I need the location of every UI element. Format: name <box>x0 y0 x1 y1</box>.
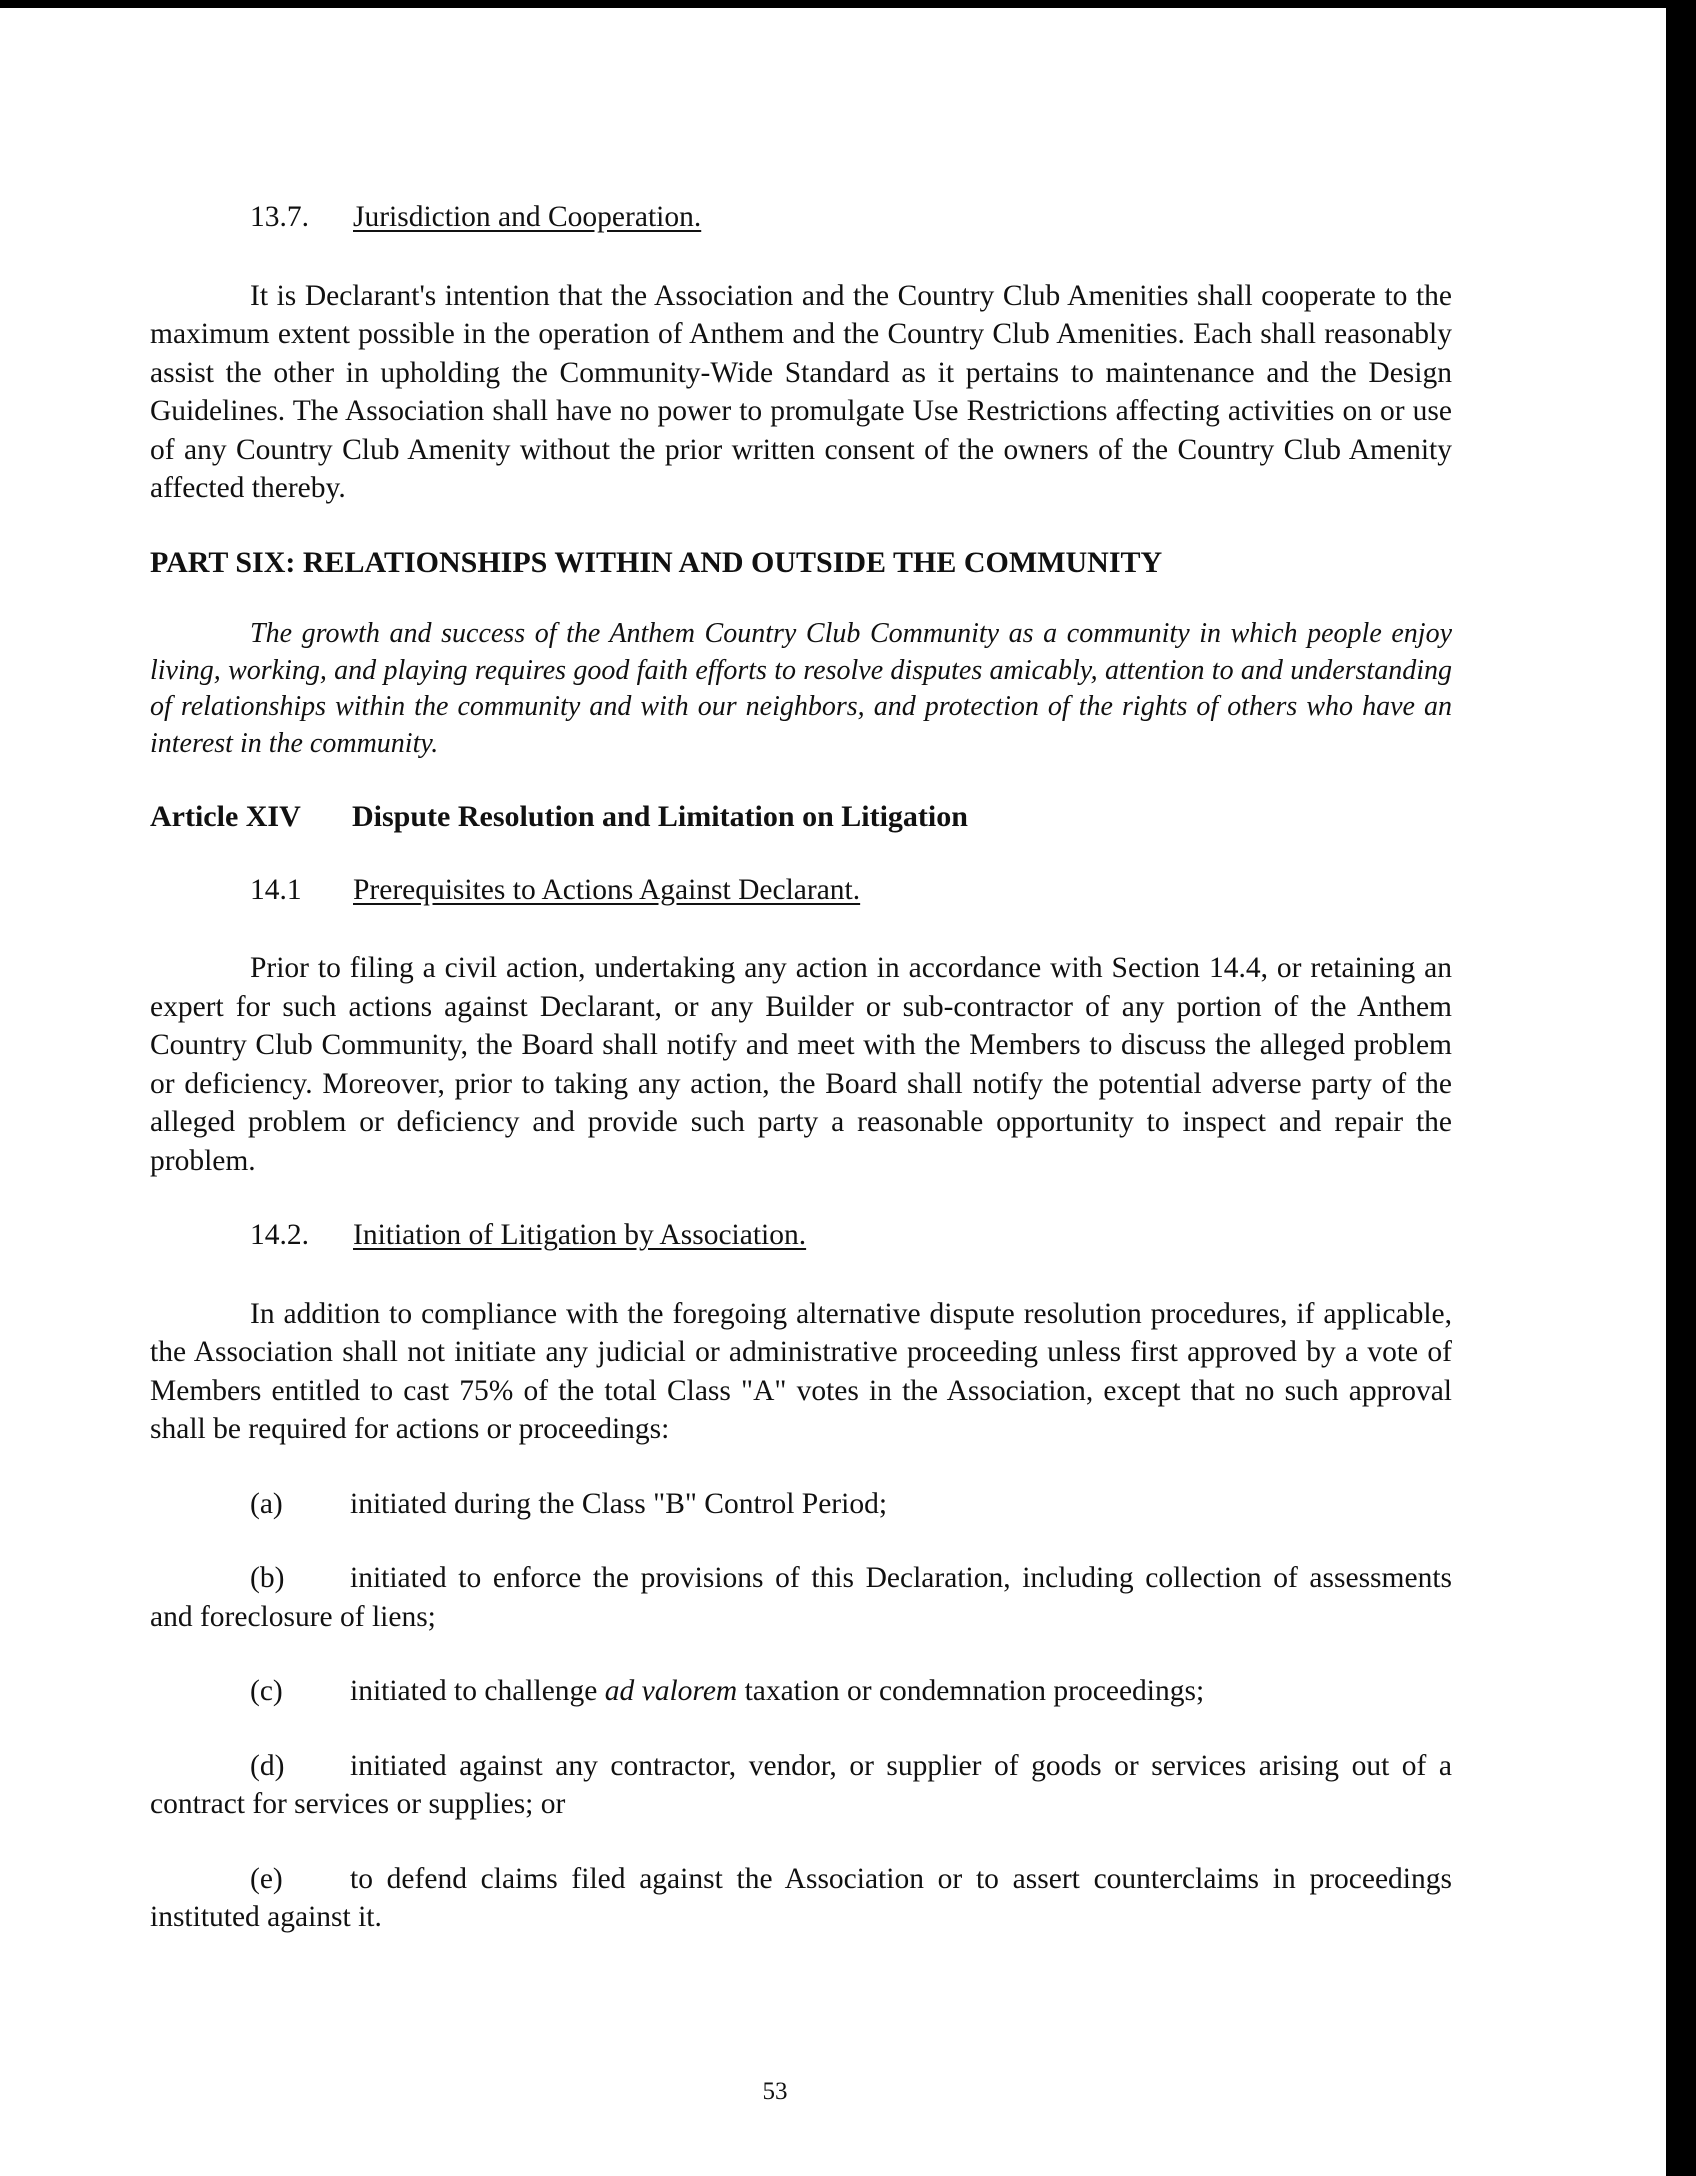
scan-edge-right <box>1666 0 1696 2176</box>
list-item-text: to defend claims filed against the Association or to assert counterclaims in proceedings instituted against it. <box>150 1862 1452 1933</box>
section-number: 13.7. <box>250 201 309 233</box>
list-item-text-before: initiated to challenge <box>350 1675 605 1707</box>
section-title: Prerequisites to Actions Against Declarant. <box>353 873 861 906</box>
section-number: 14.2. <box>250 1219 309 1251</box>
list-item-label: (a) <box>250 1487 283 1520</box>
section-13-7-body: It is Declarant's intention that the Association and the Country Club Amenities shall cooperate to the maximum extent possible in the operation of Anthem and the Country Club Amenities. Each shall reasonably assist the other in upholding the Community-Wide Standard as it pertains to maintenance and the Design Guidelines. The Association shall have no power to promulgate Use Restrictions affecting activities on or use of any Country Club Amenity without the prior written consent of the owners of the Country Club Amenity affected thereby. <box>150 279 1452 504</box>
document-page <box>150 198 1452 1937</box>
list-item-b <box>150 1559 1452 1636</box>
list-item-text: initiated to enforce the provisions of this Declaration, including collection of assessments and foreclosure of liens; <box>150 1562 1452 1633</box>
part-six-heading: PART SIX: RELATIONSHIPS WITHIN AND OUTSIDE THE COMMUNITY <box>150 545 1163 579</box>
article-xiv-heading <box>150 798 1452 837</box>
list-item-label: (b) <box>250 1562 285 1594</box>
list-item-text: initiated against any contractor, vendor, or supplier of goods or services arising out of a contract for services or supplies; or <box>150 1749 1452 1820</box>
list-item-a <box>150 1485 1452 1524</box>
section-14-1-heading <box>150 871 1452 910</box>
list-item-d <box>150 1747 1452 1824</box>
section-number: 14.1 <box>250 873 302 906</box>
list-item-italic-term: ad valorem <box>604 1675 738 1707</box>
list-item-e <box>150 1860 1452 1937</box>
article-number: Article XIV <box>150 800 301 833</box>
section-14-2-body: In addition to compliance with the foregoing alternative dispute resolution procedures, if applicable, the Association shall not initiate any judicial or administrative proceeding unless first approved by a vote of Members entitled to cast 75% of the total Class "A" votes in the Association, except that no such approval shall be required for actions or proceedings: <box>150 1297 1452 1445</box>
list-item-label: (e) <box>250 1862 283 1895</box>
list-item-text: initiated during the Class "B" Control Period; <box>350 1487 888 1520</box>
section-14-2-heading <box>150 1216 1452 1255</box>
page-number: 53 <box>762 2078 788 2105</box>
section-14-1-body: Prior to filing a civil action, undertaking any action in accordance with Section 14.4, or retaining an expert for such actions against Declarant, or any Builder or sub-contractor of any portion of the Anthem Country Club Community, the Board shall notify and meet with the Members to discuss the alleged problem or deficiency. Moreover, prior to taking any action, the Board shall notify the potential adverse party of the alleged problem or deficiency and provide such party a reasonable opportunity to inspect and repair the problem. <box>150 952 1452 1177</box>
scan-edge-top <box>0 0 1696 8</box>
list-item-label: (c) <box>250 1675 283 1707</box>
list-item-c <box>150 1672 1452 1711</box>
list-item-text-after: taxation or condemnation proceedings; <box>737 1675 1205 1707</box>
section-13-7-heading <box>150 198 1452 237</box>
part-six-intro: The growth and success of the Anthem Country Club Community as a community in which people enjoy living, working, and playing requires good faith efforts to resolve disputes amicably, attention to and understanding of relationships within the community and with our neighbors, and protection of the rights of others who have an interest in the community. <box>150 618 1452 759</box>
section-title: Jurisdiction and Cooperation. <box>353 201 702 233</box>
article-title: Dispute Resolution and Limitation on Litigation <box>352 800 968 833</box>
list-item-label: (d) <box>250 1749 285 1782</box>
section-title: Initiation of Litigation by Association. <box>353 1219 807 1251</box>
